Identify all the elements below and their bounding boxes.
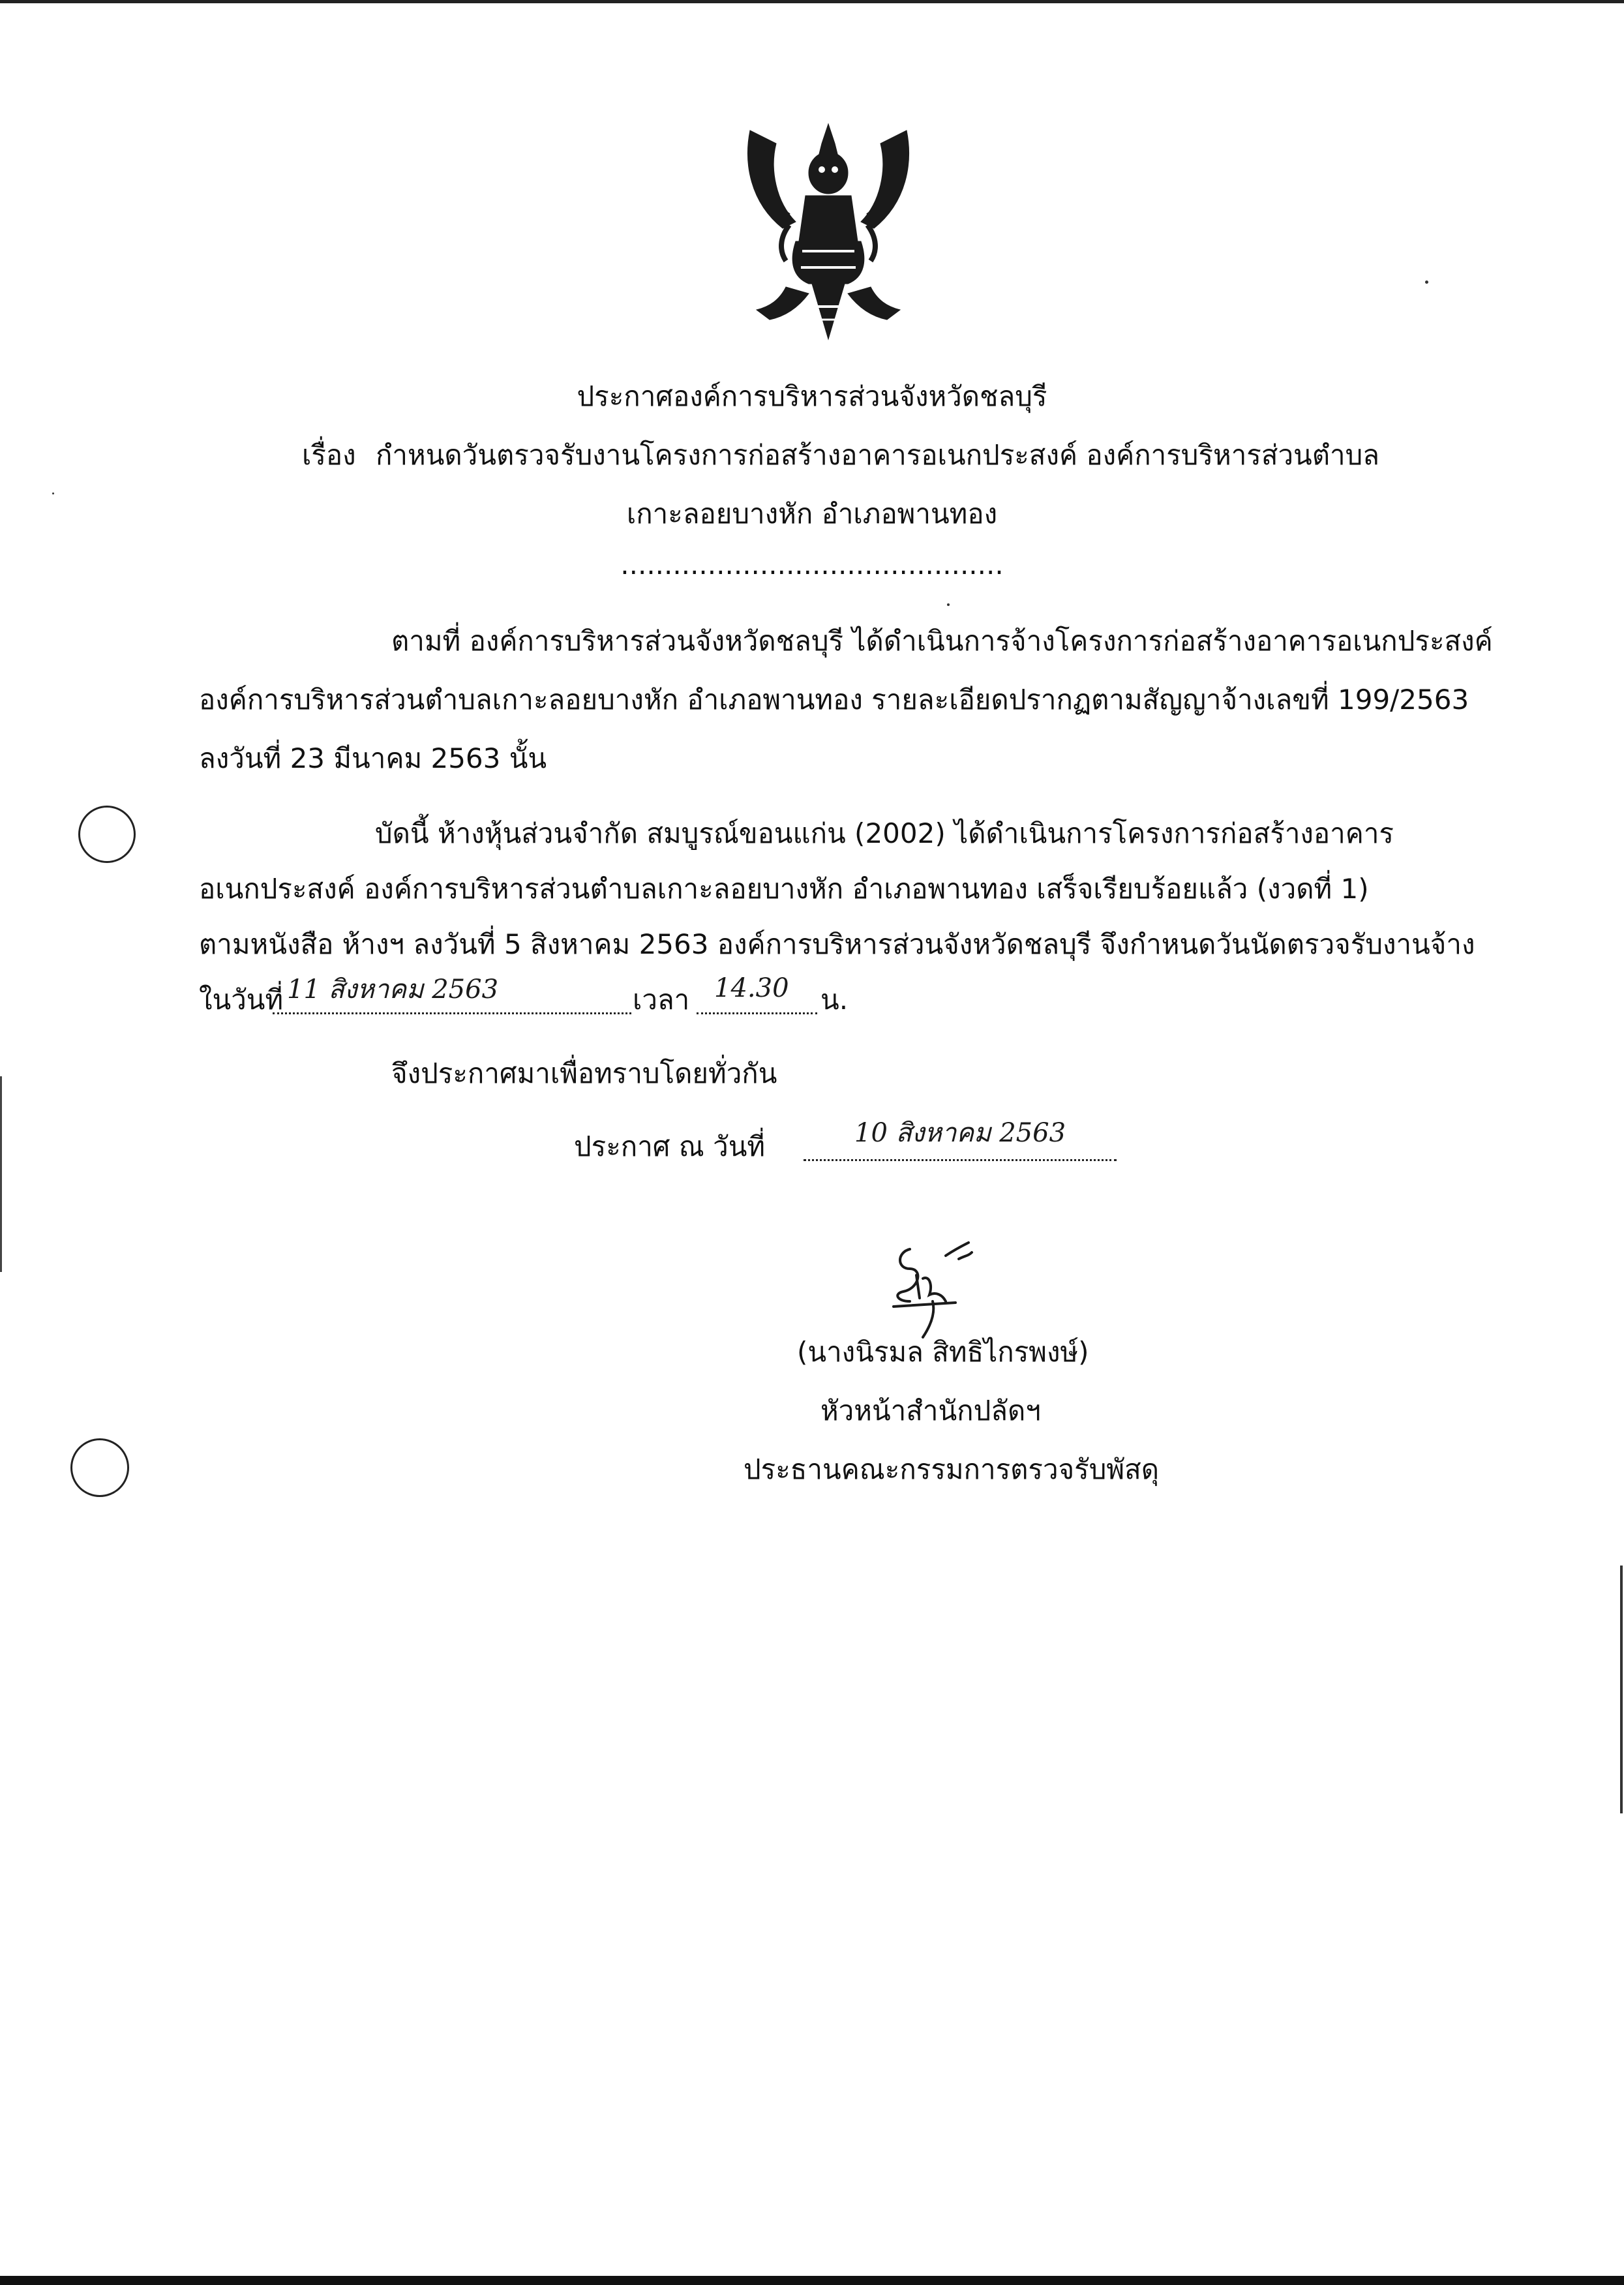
scan-speck bbox=[52, 492, 54, 494]
scan-speck bbox=[947, 603, 950, 606]
subject-line-1: กำหนดวันตรวจรับงานโครงการก่อสร้างอาคารอเนกประสงค์ องค์การบริหารส่วนตำบล bbox=[376, 439, 1380, 471]
paragraph-2-line-1: บัดนี้ ห้างหุ้นส่วนจำกัด สมบูรณ์ขอนแก่น (2002) ได้ดำเนินการโครงการก่อสร้างอาคาร bbox=[375, 817, 1394, 849]
signatory-role: ประธานคณะกรรมการตรวจรับพัสดุ bbox=[744, 1453, 1159, 1485]
inspection-time-handwritten: 14.30 bbox=[714, 973, 789, 1003]
paragraph-1-line-2: องค์การบริหารส่วนตำบลเกาะลอยบางหัก อำเภอพานทอง รายละเอียดปรากฏตามสัญญาจ้างเลขที่ 199/2563 bbox=[199, 684, 1469, 716]
announcement-date-label: ประกาศ ณ วันที่ bbox=[574, 1130, 766, 1162]
scan-edge-left bbox=[0, 1076, 2, 1272]
announcement-date-dotted-line bbox=[804, 1159, 1117, 1161]
subject-label: เรื่อง bbox=[302, 439, 356, 471]
scan-edge-top bbox=[0, 0, 1624, 3]
punch-hole-lower bbox=[70, 1438, 129, 1497]
garuda-emblem-icon bbox=[724, 111, 933, 346]
header-separator: ............................................ bbox=[620, 549, 1004, 581]
paragraph-1-line-1: ตามที่ องค์การบริหารส่วนจังหวัดชลบุรี ได้ดำเนินการจ้างโครงการก่อสร้างอาคารอเนกประสงค์ bbox=[391, 625, 1493, 657]
inspection-time-unit: น. bbox=[820, 984, 849, 1016]
handwritten-signature bbox=[884, 1230, 982, 1347]
inspection-date-label: ในวันที่ bbox=[199, 984, 284, 1016]
subject-line-2: เกาะลอยบางหัก อำเภอพานทอง bbox=[626, 498, 998, 530]
closing-statement: จึงประกาศมาเพื่อทราบโดยทั่วกัน bbox=[391, 1057, 777, 1089]
signatory-name: (นางนิรมล สิทธิไกรพงษ์) bbox=[797, 1336, 1089, 1368]
signatory-position: หัวหน้าสำนักปลัดฯ bbox=[820, 1395, 1041, 1427]
inspection-time-dotted-line bbox=[697, 1012, 817, 1014]
announcement-date-handwritten: 10 สิงหาคม 2563 bbox=[854, 1118, 1066, 1148]
paragraph-2-line-3: ตามหนังสือ ห้างฯ ลงวันที่ 5 สิงหาคม 2563 องค์การบริหารส่วนจังหวัดชลบุรี จึงกำหนดวันนัดตรวจรับงานจ้าง bbox=[199, 928, 1475, 960]
inspection-date-handwritten: 11 สิงหาคม 2563 bbox=[287, 975, 499, 1005]
inspection-time-label: เวลา bbox=[633, 984, 690, 1016]
scan-edge-bottom bbox=[0, 2276, 1624, 2285]
scan-speck bbox=[1425, 280, 1428, 284]
document-title: ประกาศองค์การบริหารส่วนจังหวัดชลบุรี bbox=[577, 380, 1047, 412]
scan-edge-right bbox=[1620, 1566, 1623, 1813]
punch-hole-upper bbox=[78, 806, 136, 863]
paragraph-2-line-2: อเนกประสงค์ องค์การบริหารส่วนตำบลเกาะลอยบางหัก อำเภอพานทอง เสร็จเรียบร้อยแล้ว (งวดที่ 1) bbox=[199, 873, 1369, 905]
paragraph-1-line-3: ลงวันที่ 23 มีนาคม 2563 นั้น bbox=[199, 742, 547, 774]
inspection-date-dotted-line bbox=[273, 1012, 631, 1014]
